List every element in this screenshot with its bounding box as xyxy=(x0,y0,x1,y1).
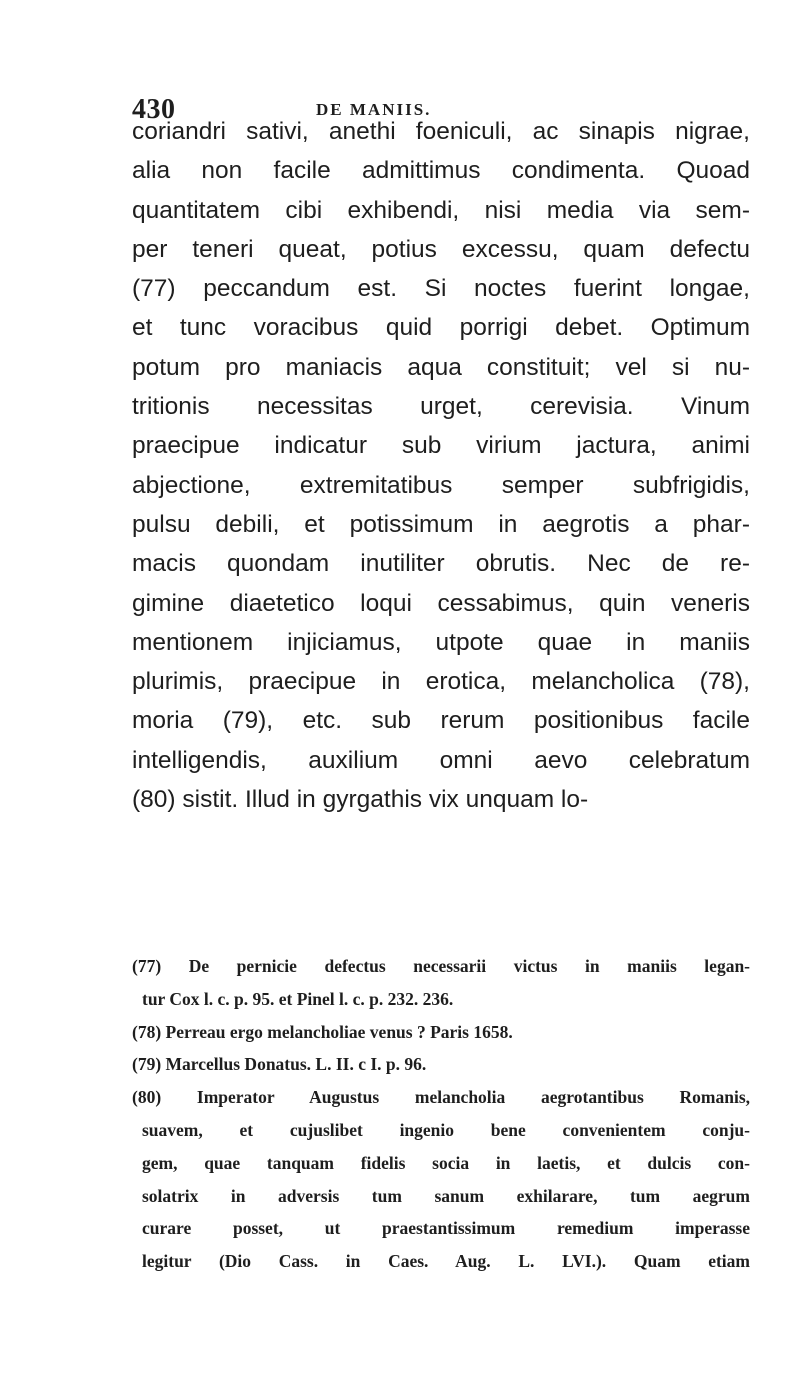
text-line: macis quondam inutiliter obrutis. Nec de re- xyxy=(132,550,750,578)
running-title: DE MANIIS. xyxy=(316,100,432,119)
footnote-line: (80) Imperator Augustus melancholia aegrotantibus Romanis, xyxy=(132,1087,750,1108)
text-line: pulsu debili, et potissimum in aegrotis a phar- xyxy=(132,510,750,538)
text-line: intelligendis, auxilium omni aevo celebratum xyxy=(132,746,750,774)
text-line: tritionis necessitas urget, cerevisia. Vinum xyxy=(132,393,750,421)
text-line: (77) peccandum est. Si noctes fuerint longae, xyxy=(132,275,750,303)
text-line: (80) sistit. Illud in gyrgathis vix unquam lo- xyxy=(132,786,589,814)
footnote-line: tur Cox l. c. p. 95. et Pinel l. c. p. 232. 236. xyxy=(142,988,454,1009)
footnote-line: (77) De pernicie defectus necessarii victus in maniis legan- xyxy=(132,956,750,976)
text-line: mentionem injiciamus, utpote quae in maniis xyxy=(132,628,750,656)
footnote-line: gem, quae tanquam fidelis socia in laetis, et dulcis con- xyxy=(142,1152,750,1173)
text-line: coriandri sativi, anethi foeniculi, ac sinapis nigrae, xyxy=(132,118,750,145)
text-line: per teneri queat, potius excessu, quam defectu xyxy=(132,235,750,263)
footnote-line: suavem, et cujuslibet ingenio bene convenientem conju- xyxy=(142,1119,750,1140)
text-line: quantitatem cibi exhibendi, nisi media via sem- xyxy=(132,196,750,224)
text-line: et tunc voracibus quid porrigi debet. Optimum xyxy=(132,314,750,342)
text-line: gimine diaetetico loqui cessabimus, quin veneris xyxy=(132,589,750,617)
text-line: abjectione, extremitatibus semper subfrigidis, xyxy=(132,471,750,499)
footnote-line: solatrix in adversis tum sanum exhilarare, tum aegrum xyxy=(142,1185,750,1206)
page-number: 430 xyxy=(132,94,176,125)
footnote-line: legitur (Dio Cass. in Caes. Aug. L. LVI.). Quam etiam xyxy=(142,1251,750,1272)
footnote-line: curare posset, ut praestantissimum remedium imperasse xyxy=(142,1218,750,1239)
text-line: potum pro maniacis aqua constituit; vel si nu- xyxy=(132,353,750,381)
text-line: plurimis, praecipue in erotica, melancholica (78), xyxy=(132,668,750,696)
footnote-line: (78) Perreau ergo melancholiae venus ? Paris 1658. xyxy=(132,1021,513,1042)
main-text xyxy=(132,112,750,819)
text-line: alia non facile admittimus condimenta. Quoad xyxy=(132,157,750,185)
text-line: moria (79), etc. sub rerum positionibus facile xyxy=(132,707,750,735)
footnotes xyxy=(132,950,750,1278)
footnote-line: (79) Marcellus Donatus. L. II. c I. p. 96. xyxy=(132,1054,427,1075)
text-line: praecipue indicatur sub virium jactura, animi xyxy=(132,432,750,460)
